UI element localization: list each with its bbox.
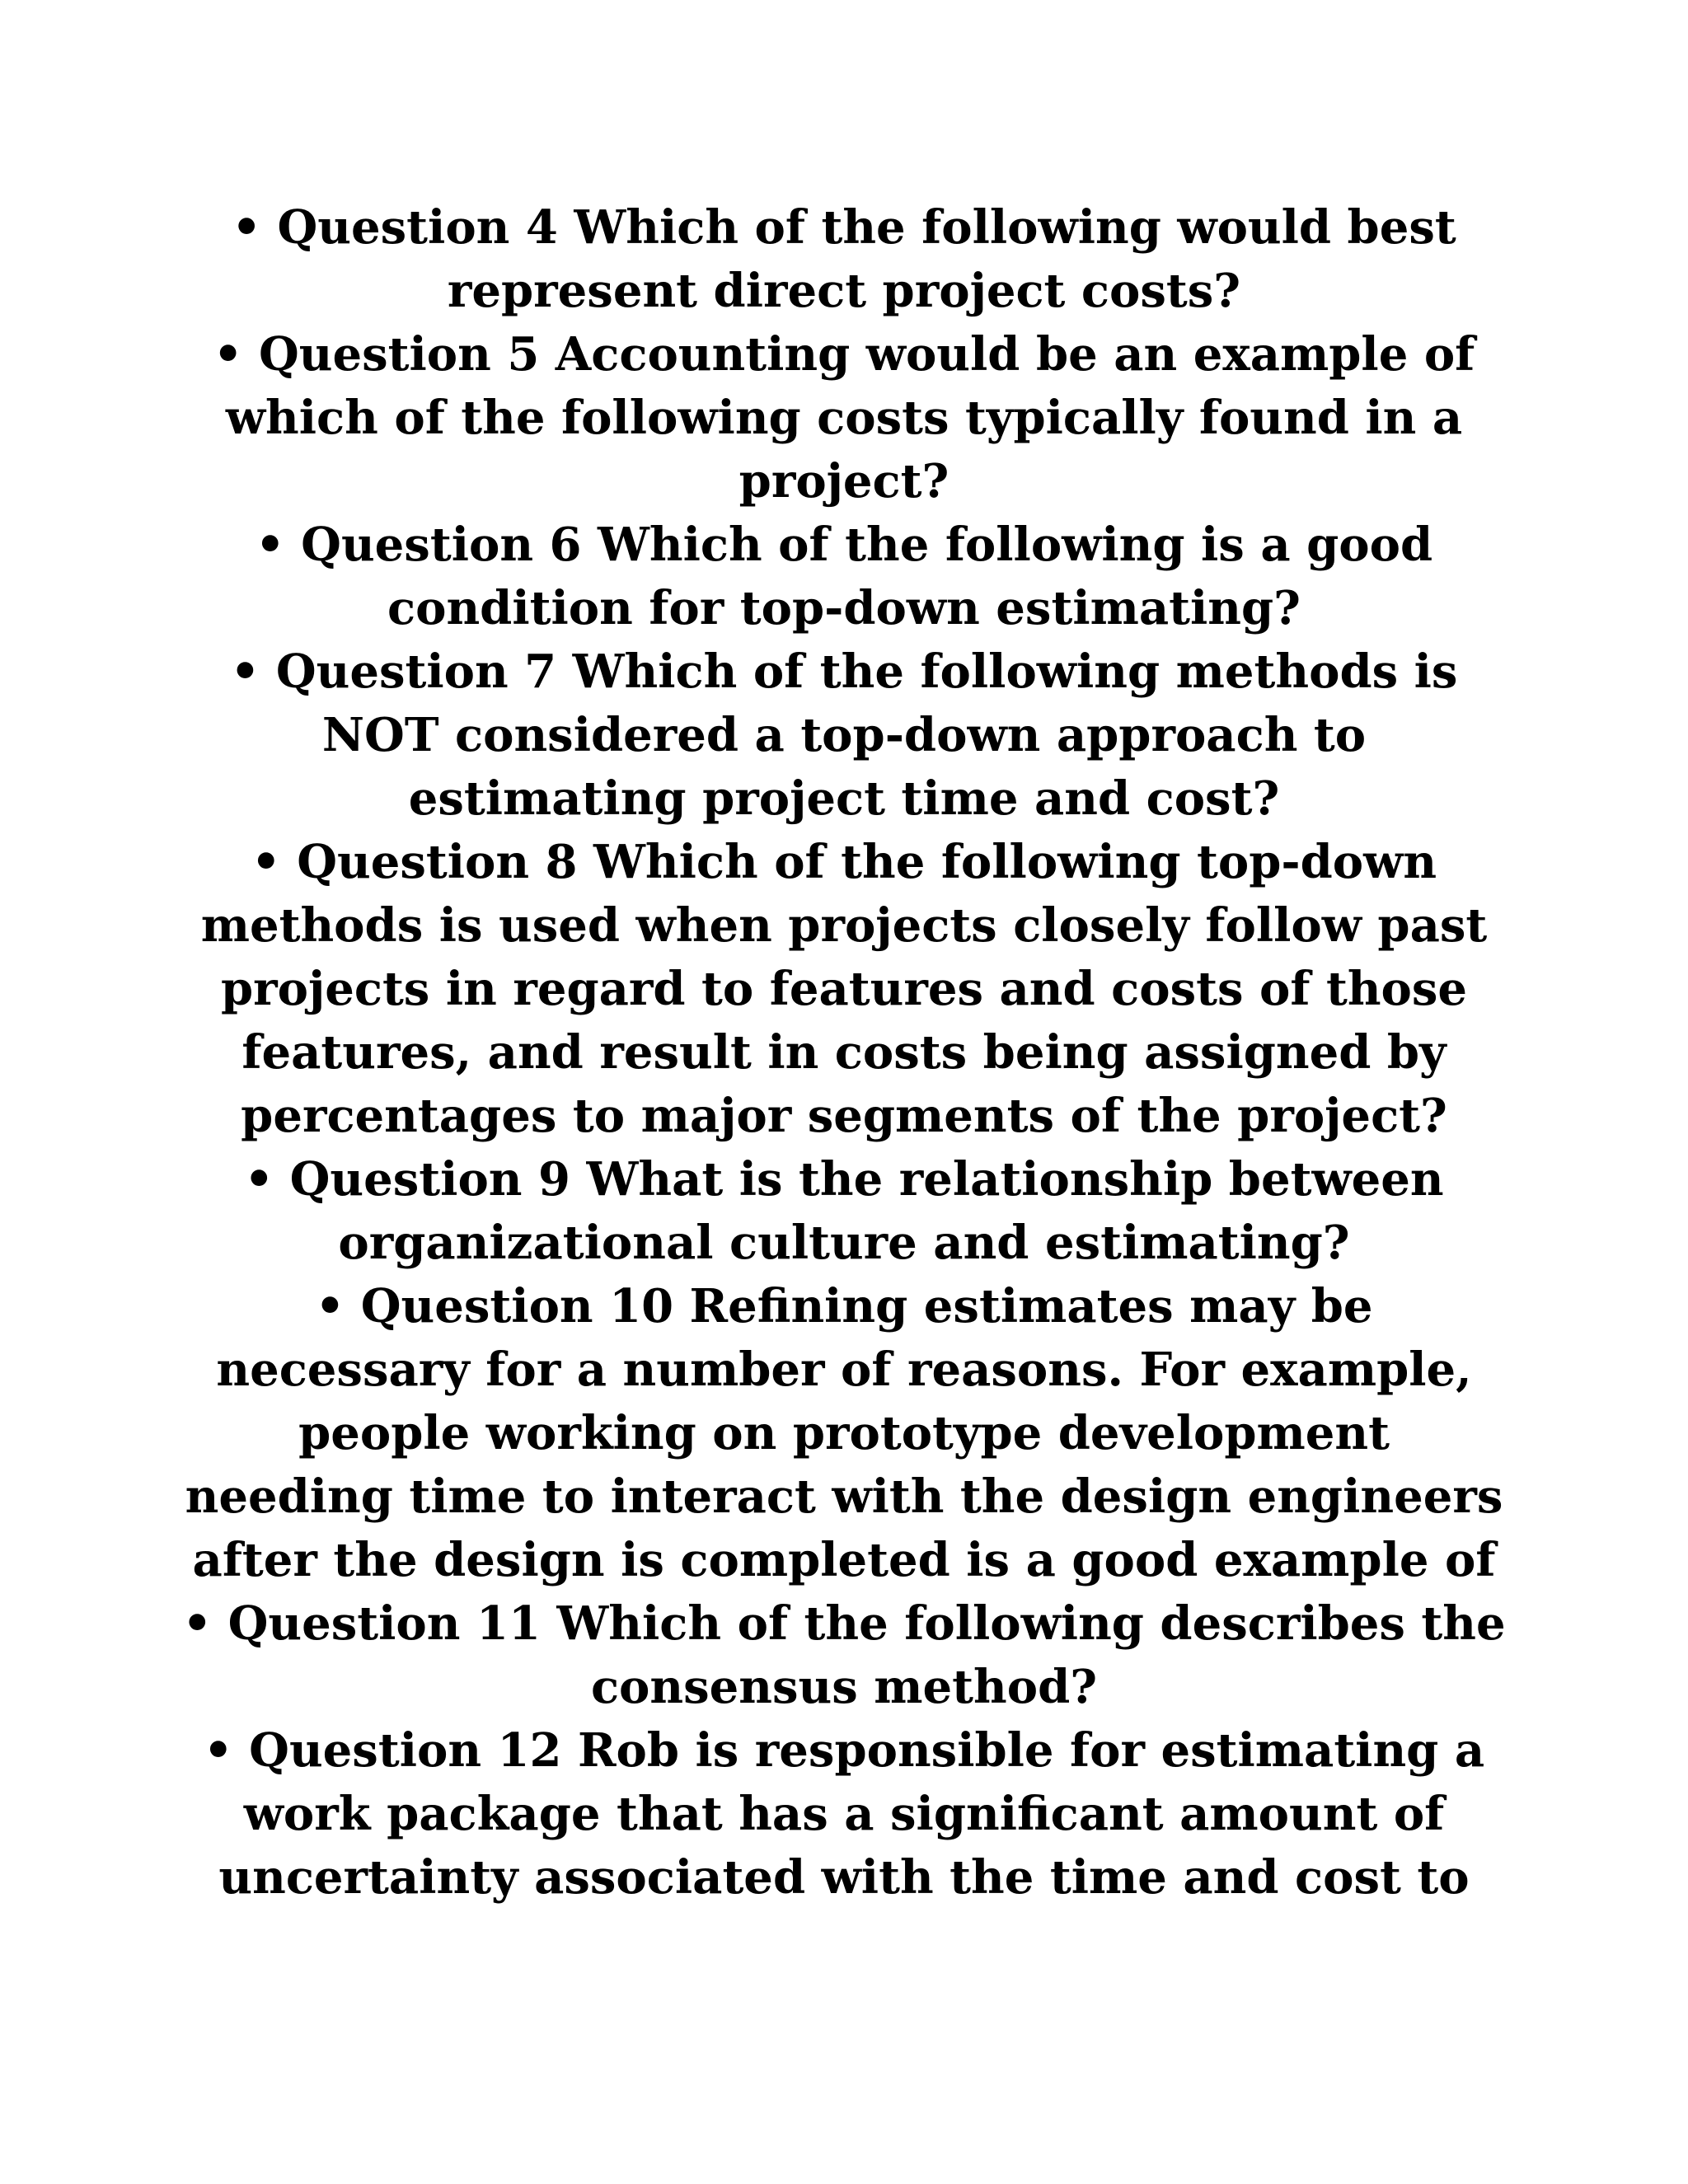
text-line: features, and result in costs being assigned by [241, 1025, 1447, 1080]
text-line: • Question 12 Rob is responsible for estimating a [203, 1723, 1485, 1778]
text-line: • Question 5 Accounting would be an example of [213, 327, 1475, 382]
text-line: consensus method? [590, 1660, 1098, 1714]
text-line: • Question 10 Refining estimates may be [315, 1279, 1373, 1333]
text-line: condition for top-down estimating? [387, 581, 1301, 635]
text-line: represent direct project costs? [447, 264, 1241, 318]
text-line: methods is used when projects closely follow past [200, 898, 1488, 953]
text-line: people working on prototype development [298, 1406, 1390, 1460]
text-line: needing time to interact with the design engineers [185, 1469, 1503, 1524]
text-line: work package that has a significant amount of [243, 1787, 1445, 1841]
text-line: • Question 7 Which of the following methods is [230, 644, 1458, 699]
text-line: necessary for a number of reasons. For example, [216, 1343, 1472, 1397]
text-line: organizational culture and estimating? [338, 1216, 1350, 1270]
text-line: • Question 8 Which of the following top-down [251, 835, 1437, 889]
text-line: • Question 11 Which of the following describes the [182, 1596, 1506, 1651]
question-list [148, 196, 1540, 1910]
text-line: project? [738, 454, 950, 509]
text-line: which of the following costs typically found in a [225, 391, 1463, 445]
text-line: uncertainty associated with the time and cost to [218, 1850, 1470, 1905]
text-line: projects in regard to features and costs of those [220, 962, 1468, 1016]
text-line: estimating project time and cost? [408, 771, 1280, 826]
text-line: NOT considered a top-down approach to [321, 708, 1367, 762]
text-line: percentages to major segments of the project? [241, 1089, 1447, 1143]
text-line: • Question 4 Which of the following would best [232, 200, 1456, 255]
text-line: • Question 9 What is the relationship between [244, 1152, 1444, 1207]
text-line: • Question 6 Which of the following is a good [255, 518, 1433, 572]
text-line: after the design is completed is a good example of [192, 1533, 1496, 1587]
